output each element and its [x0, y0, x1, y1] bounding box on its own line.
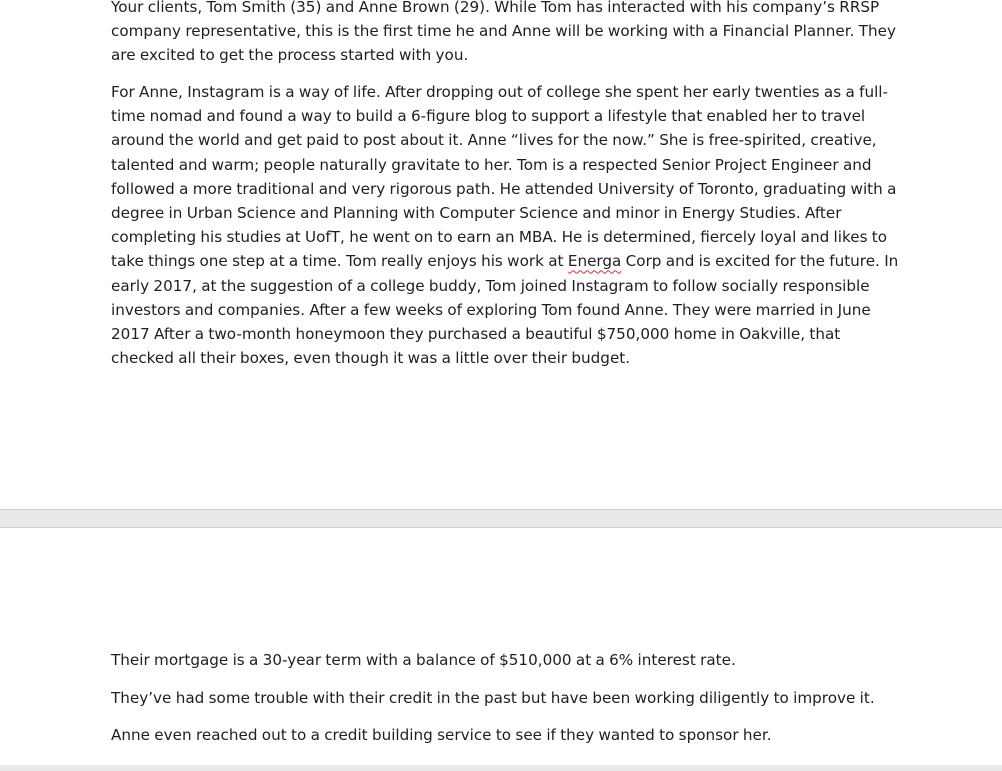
text-line: early 2017, at the suggestion of a college buddy, Tom joined Instagram to follow socially responsible [111, 276, 870, 295]
paragraph-credit-service[interactable]: Anne even reached out to a credit building service to see if they wanted to sponsor her. [111, 726, 772, 744]
text-line: talented and warm; people naturally gravitate to her. Tom is a respected Senior Project Engineer and [111, 155, 872, 174]
text-segment: Corp and is excited for the future. In [621, 252, 899, 271]
text-line-with-spelling-flag [111, 249, 901, 273]
paragraph-background-story[interactable] [111, 80, 901, 370]
text-line: time nomad and found a way to build a 6-figure blog to support a lifestyle that enabled her to travel [111, 107, 866, 126]
page-break-gap [0, 509, 1002, 528]
text-line: are excited to get the process started with you. [111, 46, 469, 65]
text-line: investors and companies. After a few weeks of exploring Tom found Anne. They were married in June [111, 300, 871, 319]
text-line: company representative, this is the first time he and Anne will be working with a Financial Planner. They [111, 22, 897, 41]
text-line: completing his studies at UofT, he went on to earn an MBA. He is determined, fiercely loyal and likes to [111, 228, 888, 247]
page-bottom-gap [0, 765, 1002, 771]
spelling-error-word[interactable]: Energa [567, 252, 622, 271]
paragraph-credit-history[interactable]: They’ve had some trouble with their credit in the past but have been working diligently to improve it. [111, 689, 875, 707]
text-line: degree in Urban Science and Planning with Computer Science and minor in Energy Studies. After [111, 204, 842, 223]
text-segment: take things one step at a time. Tom really enjoys his work at [111, 252, 568, 271]
text-line: Your clients, Tom Smith (35) and Anne Brown (29). While Tom has interacted with his company’s RRSP [111, 0, 880, 16]
text-line: followed a more traditional and very rigorous path. He attended University of Toronto, graduating with a [111, 179, 897, 198]
text-line: around the world and get paid to post about it. Anne “lives for the now.” She is free-spirited, creative, [111, 131, 877, 150]
text-line: For Anne, Instagram is a way of life. After dropping out of college she spent her early twenties as a full- [111, 83, 888, 101]
text-line: 2017 After a two-month honeymoon they purchased a beautiful $750,000 home in Oakville, that [111, 325, 841, 344]
text-line: checked all their boxes, even though it was a little over their budget. [111, 349, 631, 368]
paragraph-mortgage[interactable]: Their mortgage is a 30-year term with a balance of $510,000 at a 6% interest rate. [111, 651, 736, 669]
paragraph-clients-intro[interactable] [111, 0, 901, 68]
